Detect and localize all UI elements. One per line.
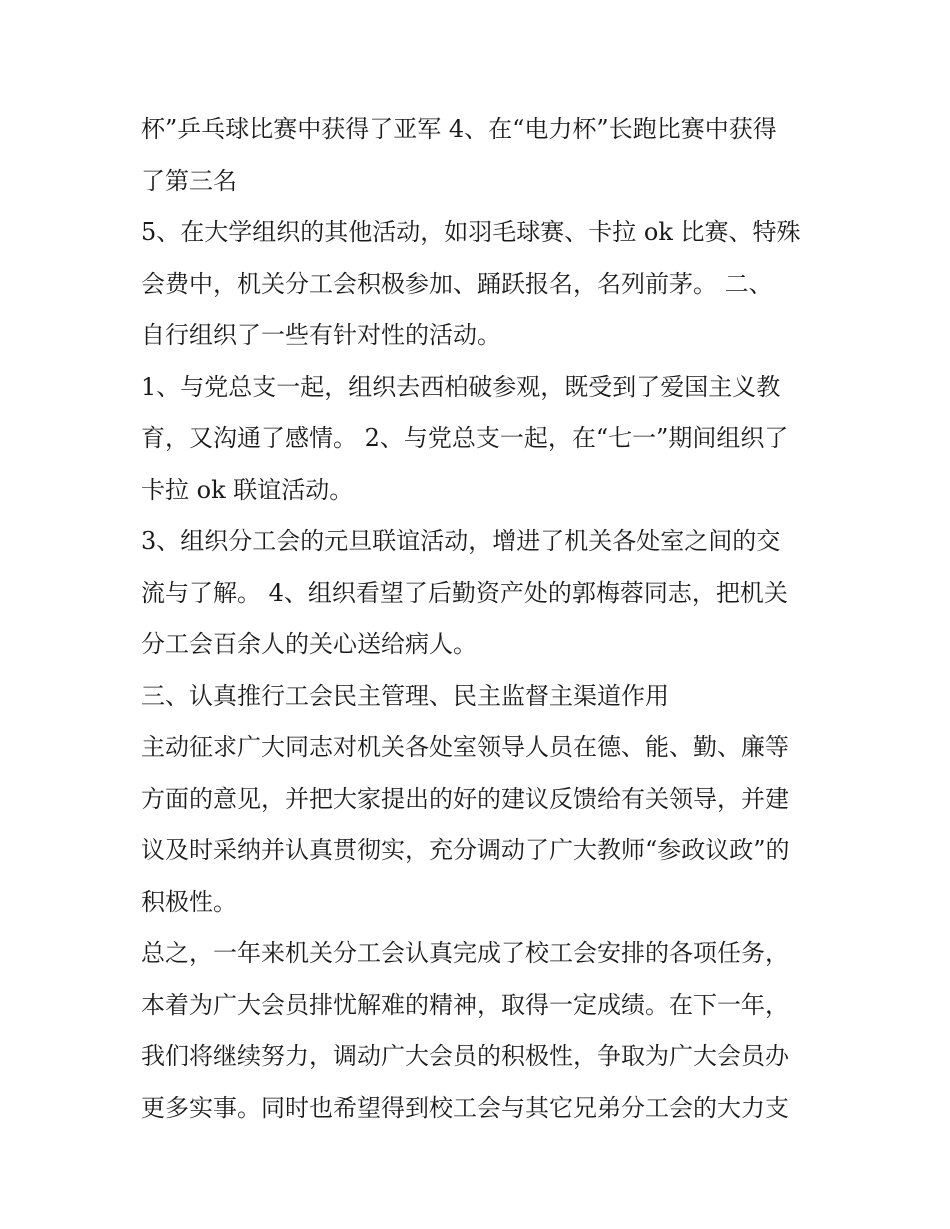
text-line: 方面的意见，并把大家提出的好的建议反馈给有关领导，并建 [141, 784, 789, 813]
text-line: 我们将继续努力，调动广大会员的积极性，争取为广大会员办 [141, 1042, 789, 1070]
text-line: 更多实事。同时也希望得到校工会与其它兄弟分工会的大力支 [141, 1093, 789, 1122]
text-line: 积极性。 [141, 887, 237, 916]
section-heading: 三、认真推行工会民主管理、民主监督主渠道作用 [141, 681, 669, 710]
text-line: 育，又沟通了感情。 2、与党总支一起，在“七一”期间组织了 [141, 424, 789, 452]
text-line: 了第三名 [141, 166, 237, 195]
text-line: 分工会百余人的关心送给病人。 [141, 630, 477, 658]
text-line: 主动征求广大同志对机关各处室领导人员在德、能、勤、廉等 [141, 733, 789, 761]
text-line: 1、与党总支一起，组织去西柏破参观，既受到了爱国主义教 [141, 372, 781, 401]
text-line: 流与了解。 4、组织看望了后勤资产处的郭梅蓉同志，把机关 [141, 578, 788, 607]
text-line: 自行组织了一些有针对性的活动。 [141, 321, 501, 349]
text-line: 3、组织分工会的元旦联谊活动，增进了机关各处室之间的交 [141, 527, 781, 555]
text-line: 5、在大学组织的其他活动，如羽毛球赛、卡拉 ok 比赛、特殊 [141, 218, 801, 246]
text-line: 总之，一年来机关分工会认真完成了校工会安排的各项任务， [141, 939, 789, 967]
text-line: 会费中，机关分工会积极参加、踊跃报名，名列前茅。 二、 [141, 269, 773, 298]
text-line: 议及时采纳并认真贯彻实，充分调动了广大教师“参政议政”的 [141, 836, 790, 864]
text-line: 杯”乒乓球比赛中获得了亚军 4、在“电力杯”长跑比赛中获得 [141, 115, 777, 143]
body-text [141, 104, 821, 1134]
text-line: 本着为广大会员排忧解难的精神，取得一定成绩。在下一年， [141, 990, 789, 1019]
text-line: 卡拉 ok 联谊活动。 [141, 475, 354, 504]
